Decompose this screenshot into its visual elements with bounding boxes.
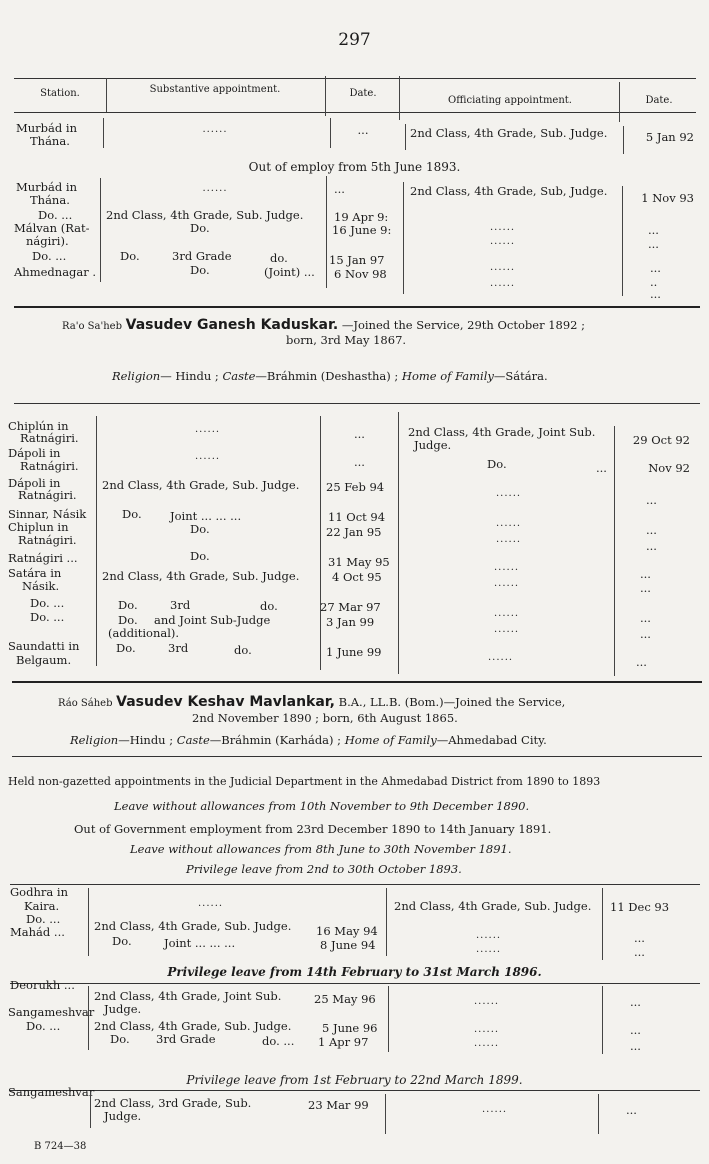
col-rule	[614, 426, 615, 676]
page-number: 297	[338, 30, 371, 50]
officer-title: Ráo Sáheb	[58, 698, 113, 709]
date: 25 May 96	[314, 992, 376, 1006]
date: 15 Jan 97	[329, 253, 385, 267]
officiating: ......	[496, 488, 522, 499]
col-rule	[399, 76, 400, 120]
substantive: do.	[234, 643, 252, 657]
station: Belgaum.	[16, 653, 72, 667]
date: ...	[354, 427, 365, 441]
date: ...	[354, 455, 365, 469]
officiating-dots: ...	[596, 461, 607, 475]
substantive: 2nd Class, 4th Grade, Sub. Judge.	[94, 1019, 292, 1033]
col-rule	[326, 176, 327, 288]
substantive: Do.	[118, 598, 138, 612]
date: 5 June 96	[322, 1021, 378, 1035]
officer-name: Vasudev Keshav Mavlankar,	[116, 694, 335, 710]
officer-heading	[62, 319, 585, 333]
date: 27 Mar 97	[320, 600, 381, 614]
officiating: ......	[488, 652, 514, 663]
section-rule	[12, 756, 702, 757]
date: ...	[357, 123, 369, 137]
privilege-leave-1899: Privilege leave from 1st February to 22nd March 1899.	[186, 1073, 523, 1087]
date-2: ...	[646, 539, 657, 553]
col-rule	[598, 1094, 599, 1134]
col-rule	[330, 118, 331, 148]
officiating: ......	[476, 944, 502, 955]
substantive: Judge.	[104, 1002, 142, 1016]
home-label: Home of Family	[401, 369, 494, 383]
officiating: ......	[474, 996, 500, 1007]
station: Do. ...	[26, 912, 61, 926]
substantive: 3rd	[170, 598, 191, 612]
station: Sangameshvar	[8, 1085, 95, 1099]
date-2: ...	[646, 523, 657, 537]
substantive: Do.	[190, 263, 210, 277]
station: Ratnágiri ...	[8, 551, 78, 565]
officiating: Do.	[487, 457, 507, 471]
date-2: ...	[634, 931, 645, 945]
substantive: Do.	[190, 221, 210, 235]
header-date-2: Date.	[645, 95, 673, 106]
col-rule	[622, 186, 623, 296]
date: 23 Mar 99	[308, 1098, 369, 1112]
officiating: ......	[490, 278, 516, 289]
caste: —Bráhmin (Deshastha) ;	[255, 369, 399, 383]
station: Násik.	[22, 579, 60, 593]
born: 2nd November 1890 ; born, 6th August 1865.	[192, 711, 458, 725]
date: 4 Oct 95	[332, 570, 382, 584]
date-2: ...	[646, 493, 657, 507]
date-2: ...	[640, 627, 651, 641]
header-substantive: Substantive appointment.	[149, 84, 281, 95]
date-2: ...	[650, 287, 661, 301]
header-bottom-rule	[14, 112, 696, 113]
station: Ratnágiri.	[18, 488, 77, 502]
substantive: (Joint) ...	[264, 265, 315, 279]
substantive: Do.	[116, 641, 136, 655]
religion: — Hindu ;	[160, 369, 219, 383]
home-label: Home of Family	[344, 733, 437, 747]
note-out-of-employ: Out of employ from 5th June 1893.	[248, 160, 461, 174]
date: 25 Feb 94	[326, 480, 385, 494]
officiating: ......	[476, 930, 502, 941]
date: 3 Jan 99	[326, 615, 375, 629]
col-rule	[403, 182, 404, 294]
section-rule	[10, 983, 700, 984]
station: Godhra in	[10, 885, 68, 899]
station: Murbád in	[16, 180, 77, 194]
officiating: ......	[474, 1038, 500, 1049]
note-leave: Leave without allowances from 10th November to 9th December 1890.	[114, 799, 530, 813]
officiating: ......	[474, 1024, 500, 1035]
officiating: ......	[496, 518, 522, 529]
date: 1 June 99	[326, 645, 382, 659]
substantive: Do.	[190, 549, 210, 563]
officer-title: Ra'o Sa'heb	[62, 321, 122, 332]
religion-line	[112, 370, 548, 382]
col-rule	[602, 888, 603, 960]
station: Do. ...	[26, 1019, 61, 1033]
officiating: 2nd Class, 4th Grade, Sub. Judge.	[410, 126, 608, 140]
substantive: 2nd Class, 3rd Grade, Sub.	[94, 1096, 252, 1110]
date-2: ..	[650, 275, 658, 289]
station: Do. ...	[32, 249, 67, 263]
officiating: Judge.	[414, 438, 452, 452]
station: Dápoli in	[8, 476, 61, 490]
substantive: ......	[195, 424, 221, 435]
printer-mark: B 724—38	[34, 1141, 87, 1152]
date: ...	[334, 182, 345, 196]
substantive: do.	[270, 251, 288, 265]
section-rule	[10, 1090, 700, 1091]
note-leave: Leave without allowances from 8th June to 30th November 1891.	[130, 842, 512, 856]
substantive: Do.	[190, 522, 210, 536]
substantive: Do.	[112, 934, 132, 948]
date-2: ...	[640, 567, 651, 581]
substantive: Joint ... ... ...	[164, 936, 236, 950]
date: 22 Jan 95	[326, 525, 382, 539]
officiating: ......	[496, 534, 522, 545]
substantive: ......	[202, 124, 228, 135]
officiating: ......	[494, 562, 520, 573]
substantive: Do.	[120, 249, 140, 263]
officiating: ......	[490, 236, 516, 247]
home: —Ahmedabad City.	[436, 733, 547, 747]
station: Ratnágiri.	[20, 459, 79, 473]
born: born, 3rd May 1867.	[286, 333, 407, 347]
date-2: 29 Oct 92	[632, 433, 690, 447]
col-rule	[96, 416, 97, 666]
station: Ratnágiri.	[20, 431, 79, 445]
date-2: ...	[630, 995, 641, 1009]
date-2: ...	[648, 237, 659, 251]
station: Deorukh ...	[10, 978, 75, 992]
officiating: ......	[490, 262, 516, 273]
religion-label: Religion	[70, 733, 119, 747]
col-rule	[385, 1094, 386, 1134]
religion-label: Religion	[112, 369, 161, 383]
date: 31 May 95	[328, 555, 390, 569]
date-2: 11 Dec 93	[610, 900, 670, 914]
station: Málvan (Rat-	[14, 221, 90, 235]
substantive: and Joint Sub-Judge	[154, 613, 271, 627]
date: 8 June 94	[320, 938, 376, 952]
station: nágiri).	[26, 234, 69, 248]
joined: —Joined the Service, 29th October 1892 ;	[341, 318, 586, 332]
station: Do. ...	[30, 610, 65, 624]
station: Thána.	[30, 134, 70, 148]
officiating: 2nd Class, 4th Grade, Sub. Judge.	[394, 899, 592, 913]
date: 19 Apr 9:	[334, 210, 389, 224]
officiating: 2nd Class, 4th Grade, Sub, Judge.	[410, 184, 608, 198]
officiating: ......	[494, 578, 520, 589]
col-rule	[388, 986, 389, 1052]
station: Ratnágiri.	[18, 533, 77, 547]
col-rule	[619, 82, 620, 122]
substantive: do. ...	[262, 1034, 295, 1048]
date-2: ...	[640, 581, 651, 595]
substantive: ......	[198, 898, 224, 909]
date: 16 June 9:	[332, 223, 392, 237]
substantive: 2nd Class, 4th Grade, Sub. Judge.	[102, 569, 300, 583]
col-rule	[602, 986, 603, 1054]
header-station: Station.	[40, 88, 80, 99]
substantive: 2nd Class, 4th Grade, Sub. Judge.	[106, 208, 304, 222]
col-rule	[88, 986, 89, 1050]
officiating: ......	[490, 222, 516, 233]
caste: —Bráhmin (Karháda) ;	[209, 733, 342, 747]
station: Do. ...	[38, 208, 73, 222]
col-rule	[398, 412, 399, 674]
date-2: 5 Jan 92	[645, 130, 694, 144]
substantive: ......	[202, 183, 228, 194]
date-2: ...	[630, 1039, 641, 1053]
substantive: Do.	[110, 1032, 130, 1046]
caste-label: Caste	[222, 369, 256, 383]
station: Kaira.	[24, 899, 60, 913]
col-rule	[100, 178, 101, 282]
station: Murbád in	[16, 121, 77, 135]
date-2: Nov 92	[648, 461, 690, 475]
section-rule	[12, 681, 702, 683]
station: Ahmednagar .	[14, 265, 97, 279]
date-2: ...	[626, 1103, 637, 1117]
date: 6 Nov 98	[334, 267, 387, 281]
caste-label: Caste	[176, 733, 210, 747]
col-rule	[106, 78, 107, 112]
privilege-leave-1896: Privilege leave from 14th February to 31st March 1896.	[167, 965, 542, 979]
col-rule	[386, 888, 387, 956]
date-2: ...	[640, 611, 651, 625]
header-officiating: Officiating appointment.	[448, 95, 572, 106]
substantive: Do.	[122, 507, 142, 521]
station: Saundatti in	[8, 639, 80, 653]
substantive: Judge.	[104, 1109, 142, 1123]
date: 11 Oct 94	[328, 510, 386, 524]
col-rule	[405, 124, 406, 150]
station: Mahád ...	[10, 925, 65, 939]
station: Sangameshvar	[8, 1005, 95, 1019]
substantive: (additional).	[108, 626, 180, 640]
date-2: ...	[636, 655, 647, 669]
note-privilege-leave: Privilege leave from 2nd to 30th October 1893.	[186, 862, 462, 876]
col-rule	[90, 1094, 91, 1128]
table-top-rule	[14, 78, 696, 79]
officer-heading	[58, 696, 565, 710]
substantive: Joint ... ... ...	[170, 509, 242, 523]
religion: —Hindu ;	[118, 733, 174, 747]
col-rule	[623, 126, 624, 154]
station: Chiplún in	[8, 419, 69, 433]
date-2: ...	[648, 223, 659, 237]
station: Dápoli in	[8, 446, 61, 460]
substantive: ......	[195, 451, 221, 462]
substantive: 3rd Grade	[156, 1032, 216, 1046]
substantive: 2nd Class, 4th Grade, Sub. Judge.	[94, 919, 292, 933]
date: 16 May 94	[316, 924, 378, 938]
table-top-rule	[10, 884, 700, 885]
date-2: 1 Nov 93	[641, 191, 694, 205]
date-2: ...	[650, 261, 661, 275]
substantive: 2nd Class, 4th Grade, Joint Sub.	[94, 989, 282, 1003]
substantive: 3rd	[168, 641, 189, 655]
note-out-of-employment: Out of Government employment from 23rd December 1890 to 14th January 1891.	[74, 822, 552, 836]
station: Satára in	[8, 566, 62, 580]
station: Thána.	[30, 193, 70, 207]
officer-name: Vasudev Ganesh Kaduskar.	[125, 317, 339, 333]
officiating: 2nd Class, 4th Grade, Joint Sub.	[408, 425, 596, 439]
col-rule	[325, 76, 326, 116]
col-rule	[103, 118, 104, 148]
substantive: Do.	[118, 613, 138, 627]
col-rule	[320, 416, 321, 670]
date-2: ...	[634, 945, 645, 959]
officiating: ......	[494, 608, 520, 619]
substantive: 3rd Grade	[172, 249, 232, 263]
home: —Sátára.	[493, 369, 548, 383]
religion-line	[70, 734, 547, 746]
date: 1 Apr 97	[318, 1035, 369, 1049]
qualifications: B.A., LL.B. (Bom.)—Joined the Service,	[338, 695, 566, 709]
station: Do. ...	[30, 596, 65, 610]
officiating: ......	[482, 1104, 508, 1115]
date-2: ...	[630, 1023, 641, 1037]
header-date: Date.	[349, 88, 377, 99]
section-rule	[14, 306, 700, 308]
note-non-gazetted: Held non-gazetted appointments in the Judicial Department in the Ahmedabad District from 1890 to 1893	[8, 775, 601, 788]
station: Chiplun in	[8, 520, 69, 534]
station: Sinnar, Násik	[8, 507, 87, 521]
col-rule	[88, 888, 89, 956]
substantive: 2nd Class, 4th Grade, Sub. Judge.	[102, 478, 300, 492]
table-top-rule	[14, 403, 700, 404]
officiating: ......	[494, 624, 520, 635]
substantive: do.	[260, 599, 278, 613]
